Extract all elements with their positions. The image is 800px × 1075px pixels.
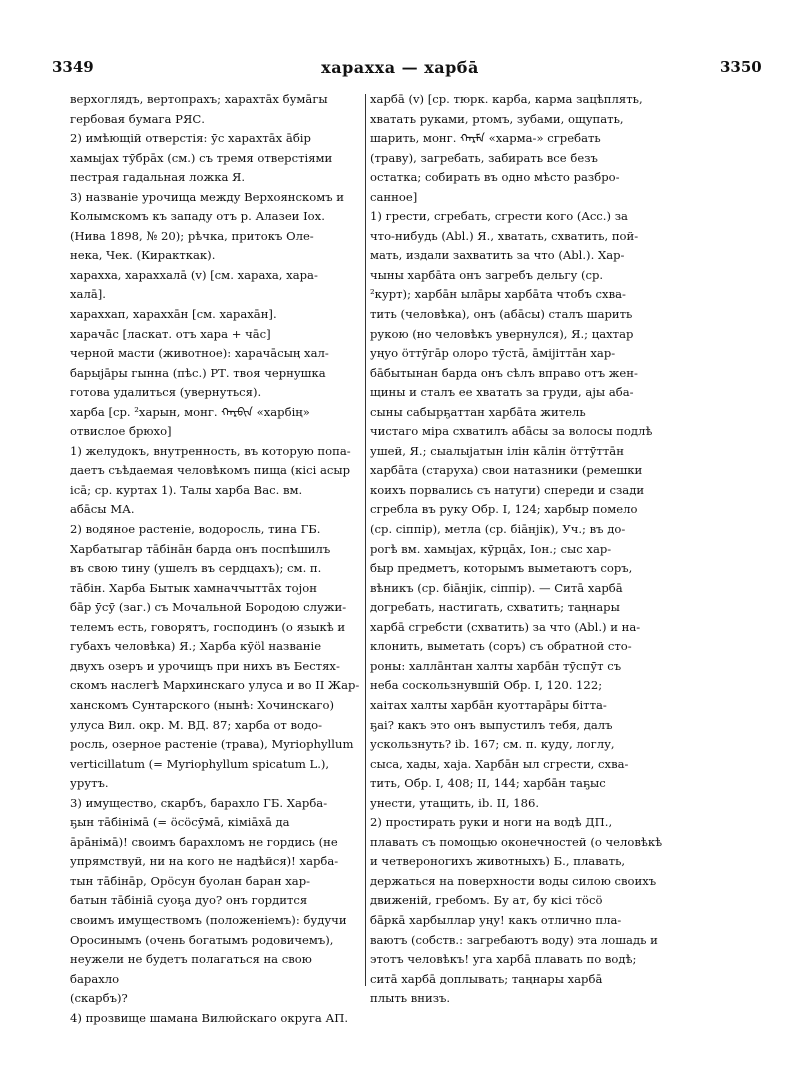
text-line: 4) прозвище шамана Вилюйскаго округа АП. <box>70 1010 349 1025</box>
text-line: клонить, выметать (соръ) съ обратной сто- <box>370 639 632 654</box>
text-line: verticillatum (= Myriophyllum spicatum L.), <box>70 756 330 771</box>
text-line: отвислое брюхо] <box>70 424 172 439</box>
text-line: скомъ наслегѣ Мархинскаго улуса и во II Жар- <box>70 678 360 693</box>
text-line: черной масти (животное): харачāсың хал- <box>70 346 329 361</box>
text-line: тить (человѣка), онъ (абāсы) сталъ шарить <box>370 307 633 322</box>
text-line: пестрая гадальная ложка Я. <box>70 170 246 185</box>
text-line: сыса, хады, хаjа. Харбāн ыл сгрести, схва- <box>370 756 629 771</box>
text-line: ушей, Я.; сыалыјатын ілін кāлін öттӯттāн <box>370 443 624 458</box>
text-line: росль, озерное растеніе (трава), Myriophyllum <box>70 737 354 752</box>
text-line: вѣникъ (ср. бiāнjiк, сiппiр). — Ситā харбā <box>370 580 623 595</box>
text-line: бāркā харбыллар уңу! какъ отлично пла- <box>370 912 622 927</box>
text-line: неба соскользнувшій Обр. I, 120. 122; <box>370 678 603 693</box>
text-line: телемъ есть, говорятъ, господинъ (о языкѣ и <box>70 619 346 634</box>
text-line: бāр ӯсӯ (заг.) съ Мочальной Бородою служи- <box>70 600 347 615</box>
text-line: въ свою тину (ушелъ въ сердцахъ); см. п. <box>70 561 322 576</box>
text-line: бāбытынан барда онъ сѣлъ вправо отъ жен- <box>370 365 638 380</box>
text-line: быр предметъ, которымъ выметаютъ соръ, <box>370 561 633 576</box>
page-header <box>0 58 800 80</box>
text-line: хватать руками, ртомъ, зубами, ощупать, <box>370 111 624 126</box>
text-line: ваютъ (собств.: загребаютъ воду) эта лошадь и <box>370 932 658 947</box>
text-line: упрямствуй, ни на кого не надѣйся)! харба- <box>70 854 339 869</box>
text-line: харачāс [ласкат. отъ хара + чāс] <box>70 326 271 341</box>
text-line: абāсы МА. <box>70 502 135 517</box>
text-line: батын тāбінiā суоҕа дуо? онъ гордится <box>70 893 308 908</box>
text-line: своимъ имуществомъ (положеніемъ): будучи <box>70 912 347 927</box>
text-line: ²курт); харбāн ылāры харбāта чтобъ схва- <box>370 287 626 302</box>
page-number-left: 3349 <box>52 58 94 76</box>
text-line: рукою (но человѣкъ увернулся), Я.; цахтар <box>370 326 634 341</box>
text-line: барыјāры гынна (пѣс.) РТ. твоя чернушка <box>70 365 326 380</box>
text-line: двухъ озеръ и урочищъ при нихъ въ Бестях- <box>70 658 340 673</box>
text-line: 1) желудокъ, внутренность, въ которую попа- <box>70 443 351 458</box>
text-line: ситā харбā доплывать; таңнары харбā <box>370 971 603 986</box>
left-column <box>70 90 362 1028</box>
text-line: коихъ порвались съ натуги) спереди и сзади <box>370 482 645 497</box>
column-divider <box>365 94 366 986</box>
text-line: движеній, гребомъ. Бу ат, бу кiсi тöсö <box>370 893 603 908</box>
right-column <box>370 90 680 1009</box>
text-line: остатка; собирать въ одно мѣсто разбро- <box>370 170 620 185</box>
text-line: харбā (v) [ср. тюрк. карба, карма зацѣплять, <box>370 92 643 106</box>
text-line: Колымскомъ къ западу отъ р. Алазеи Іох. <box>70 209 325 224</box>
text-line: унести, утащить, ib. II, 186. <box>370 795 540 810</box>
text-line: что-нибудь (Abl.) Я., хватать, схватить, пой- <box>370 228 639 243</box>
text-line: хараxхап, хараxхāн [см. харахāн]. <box>70 307 277 322</box>
text-line: 2) имѣющій отверстія: ӯс хараxтāх āбір <box>70 131 311 146</box>
text-line: урутъ. <box>70 776 109 791</box>
text-line: держаться на поверхности воды силою своихъ <box>370 873 657 888</box>
text-line: даетъ съѣдаемая человѣкомъ пища (кісі асыр <box>70 463 351 478</box>
text-line: ханскомъ Сунтарского (нынѣ: Хочинскаго) <box>70 697 334 712</box>
text-line: Оросинымъ (очень богатымъ родовичемъ), <box>70 932 334 947</box>
text-line: халā]. <box>70 287 106 302</box>
text-line: хаiтах халты харбāн куоттарāры бiтта- <box>370 697 607 712</box>
text-line: неужели не будетъ полагаться на свою барахло <box>70 952 312 986</box>
text-line: роны: халлāнтан халты харбāн тӯспӯт съ <box>370 658 622 673</box>
text-line: ҕын тāбінімā (= öсöсӯмā, кіміāхā да <box>70 815 290 830</box>
text-line: харбāта (старуха) свои натазники (ремешки <box>370 463 643 478</box>
text-line: гербовая бумага РЯС. <box>70 111 205 126</box>
text-line: нека, Чек. (Киракткак). <box>70 248 216 263</box>
text-line: хамыјах тӯбрāх (см.) съ тремя отверстіями <box>70 150 333 165</box>
page-number-right: 3350 <box>720 58 762 76</box>
text-line: (ср. сiппiр), метла (ср. бiāнjiк), Уч.; въ до- <box>370 522 626 537</box>
text-line: санное] <box>370 189 418 204</box>
text-line: ісā; ср. куртах 1). Талы харба Вас. вм. <box>70 482 303 497</box>
text-line: 1) грести, сгребать, сгрести кого (Acc.) за <box>370 209 628 224</box>
text-line: 3) названіе урочища между Верхоянскомъ и <box>70 189 345 204</box>
text-line: тāбін. Харба Бытык хамначчыттāх тојон <box>70 580 317 595</box>
text-line: губахъ человѣка) Я.; Харба кӯöl названіе <box>70 639 322 654</box>
text-line: догребать, настигать, схватить; таңнары <box>370 600 620 615</box>
text-line: улуса Вил. окр. М. ВД. 87; харба от водо- <box>70 717 323 732</box>
text-line: готова удалиться (увернуться). <box>70 385 262 400</box>
text-line: харба [ср. ²харын, монг. ᠬᠠᠷᠪᠢᠨ «харбің» <box>70 404 310 419</box>
text-line: верхоглядъ, вертопрахъ; хараxтāх бумāгы <box>70 92 328 106</box>
text-line: щины и сталъ ее хватать за груди, аjы аба- <box>370 385 634 400</box>
text-line: 2) простирать руки и ноги на водѣ ДП., <box>370 815 613 830</box>
running-title: хараxха — харбā <box>321 58 479 77</box>
text-line: (траву), загребать, забирать все безъ <box>370 150 598 165</box>
text-line: шарить, монг. ᠬᠠᠷᠮᠠ «харма-» сгребать <box>370 131 601 146</box>
text-line: чыны харбāта онъ загребъ дельгу (ср. <box>370 267 604 282</box>
text-line: рогѣ вм. хамыјах, кӯрцāх, Іон.; сыс хар- <box>370 541 612 556</box>
text-line: 3) имущество, скарбъ, барахло ГБ. Харба- <box>70 795 328 810</box>
text-line: мать, издали захватить за что (Abl.). Хар- <box>370 248 625 263</box>
text-line: ҕаi? какъ это онъ выпустилъ тебя, далъ <box>370 717 613 732</box>
text-line: тын тāбінāр, Орöсун буолан баран хар- <box>70 873 311 888</box>
text-line: сгребла въ руку Обр. I, 124; харбыр помело <box>370 502 638 517</box>
text-line: 2) водяное растеніе, водоросль, тина ГБ. <box>70 522 321 537</box>
text-line: и четвероногихъ животныхъ) Б., плавать, <box>370 854 626 869</box>
text-line: ускользнуть? ib. 167; см. п. куду, логлу, <box>370 737 615 752</box>
text-line: сыны сабырҕаттан харбāта житель <box>370 404 586 419</box>
text-line: этотъ человѣкъ! уга харбā плавать по водѣ; <box>370 952 637 967</box>
text-line: (Нива 1898, № 20); рѣчка, притокъ Оле- <box>70 228 314 243</box>
text-line: уңуо öттӯгāр олоро тӯстā, āмiјiттāн хар- <box>370 346 616 361</box>
text-line: (скарбъ)? <box>70 991 128 1006</box>
text-line: Харбатыгар тāбінāн барда онъ поспѣшилъ <box>70 541 331 556</box>
text-line: āрāнімā)! своимъ барахломъ не гордись (не <box>70 834 338 849</box>
text-line: чистаго міра схватилъ абāсы за волосы подлѣ <box>370 424 653 439</box>
text-line: харбā сгребсти (схватить) за что (Abl.) и на- <box>370 619 641 634</box>
text-line: хараxха, хараxхалā (v) [см. хараха, хара- <box>70 267 318 282</box>
text-line: тить, Обр. I, 408; II, 144; харбāн таҕыс <box>370 776 606 791</box>
text-line: плавать съ помощью оконечностей (о человѣкѣ <box>370 834 663 849</box>
text-line: плыть внизъ. <box>370 991 451 1006</box>
